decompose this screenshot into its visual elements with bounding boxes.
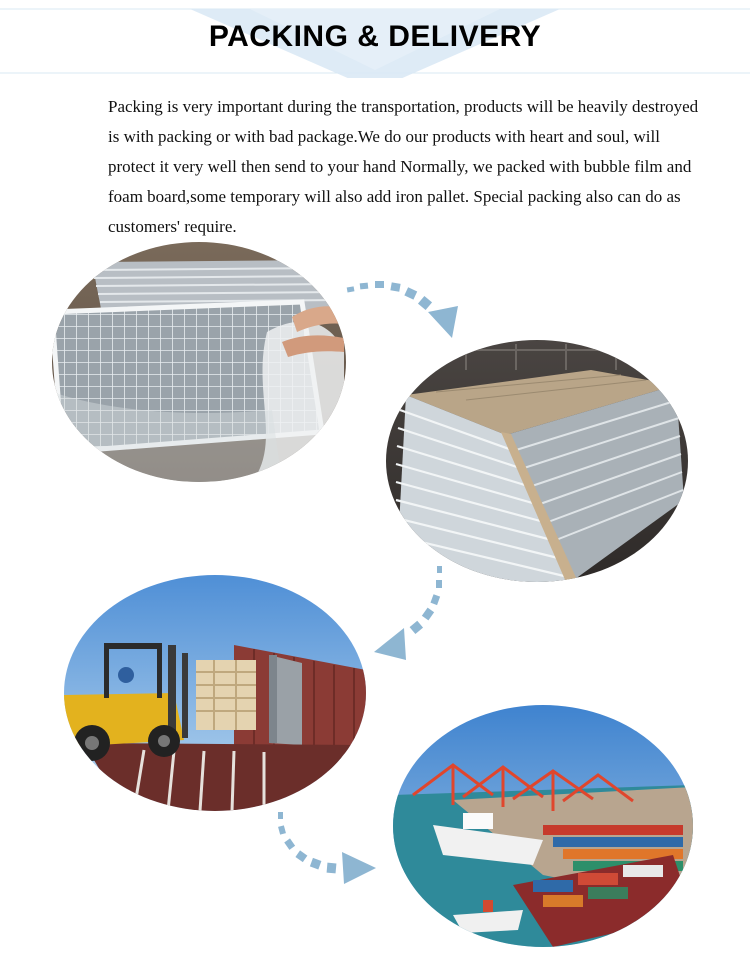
section-title: PACKING & DELIVERY — [208, 20, 542, 53]
packing-description: Packing is very important during the transportation, products will be heavily destroyed is with packing or with bad package.We do our products with heart and soul, will protect it very well then send to your hand Normally, we packed with bubble film and foam board,some temporary will also add iron pallet. Special packing also can do as customers' require. — [108, 97, 699, 236]
flow-arrow-icon — [278, 812, 376, 884]
shipping-port-photo — [393, 705, 693, 947]
forklift-container-loading-photo — [64, 575, 366, 811]
section-header — [0, 0, 750, 78]
stacked-panels-pallet-photo — [386, 340, 688, 582]
flow-arrow-icon — [374, 566, 442, 660]
wrapped-fence-panels-photo — [52, 242, 346, 482]
flow-arrow-icon — [347, 281, 458, 338]
